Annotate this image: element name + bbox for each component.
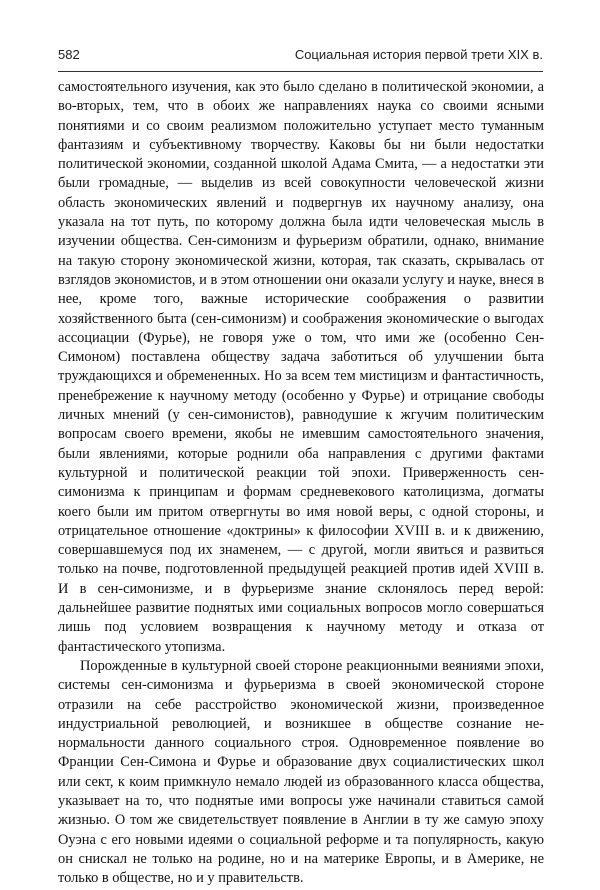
page-number: 582: [58, 47, 80, 62]
page-header: [58, 47, 543, 69]
paragraph-continuation: самостоятельного изучения, как это было сделано в политической экономии, а во-вторых, тем, что в обоих же направлениях наука со своими ясными понятиями и со своим реализмом положительно уступает место туманным фантазиям и субъективному творчеству. Каковы бы ни были недостатки политической экономии, созданной школой Адама Смита, — а недостатки эти были громадные, — выделив из всей совокупности человеческой жизни область экономических явлений и подвергнув их научному анализу, она указала на тот путь, по которому должна была идти человеческая мысль в изучении общества. Сен-симонизм и фурьеризм обратили, однако, внимание на такую сторону экономической жизни, которая, так сказать, скрывалась от взглядов экономистов, и в этом отношении они оказали услугу и науке, внеся в нее, кроме того, важные исторические соображения о развитии хозяйственного быта (сен-симонизм) и соображения экономические о выгодах ассоциации (Фурье), не говоря уже о том, что ими же (особенно Сен-Симоном) поставлена обществу задача заботиться об улучшении быта труждающихся и обремененных. Но за всем тем мистицизм и фантастичность, пренебрежение к научному методу (особенно у Фурье) и отрицание свободы личных мнений (у сен-симонистов), равнодушие к жгучим политическим вопросам своего времени, якобы не имевшим самостоятельного значения, были явлениями, которые роднили оба направления с другими фактами культурной и политической реакции той эпохи. Приверженность сен-симонизма к принципам и формам средневекового католицизма, догматы коего были им притом отвергнуты во имя новой веры, с одной стороны, и отрицательное отношение «доктрины» к философии XVIII в. и к движению, совершавшемуся под их знаменем, — с другой, могли явиться и развиться только на почве, подготовленной предыдущей реакцией против идей XVIII в. И в сен-симонизме, и в фурьеризме знание склонялось перед верой: дальнейшее развитие поднятых ими социальных вопросов могло совершаться лишь под условием возвращения к научному методу и отказа от фантастического утопизма.: [58, 79, 544, 655]
running-title: Социальная история первой трети XIX в.: [294, 47, 543, 62]
header-divider: [58, 71, 543, 72]
paragraph: Порожденные в культурной своей стороне реакционными веяниями эпохи, системы сен-симонизма и фурьеризма в своей экономической стороне отразили на себе расстройство экономической жизни, произведенное индустриальной революцией, и возникшее в обществе сознание ненормальности данного социального строя. Одновременное появление во Франции Сен-Симона и Фурье и образование двух социалистических школ или сект, к коим примкнуло немало людей из образованного класса общества, указывает на то, что поднятые ими вопросы уже начинали ставиться самой жизнью. О том же свидетельствует появление в Англии в ту же самую эпоху Оуэна с его новыми идеями о социальной реформе и та популярность, какую он снискал не только на родине, но и на материке Европы, и в Америке, не только в обществе, но и у правительств.: [58, 657, 544, 887]
page-body: [58, 78, 544, 888]
